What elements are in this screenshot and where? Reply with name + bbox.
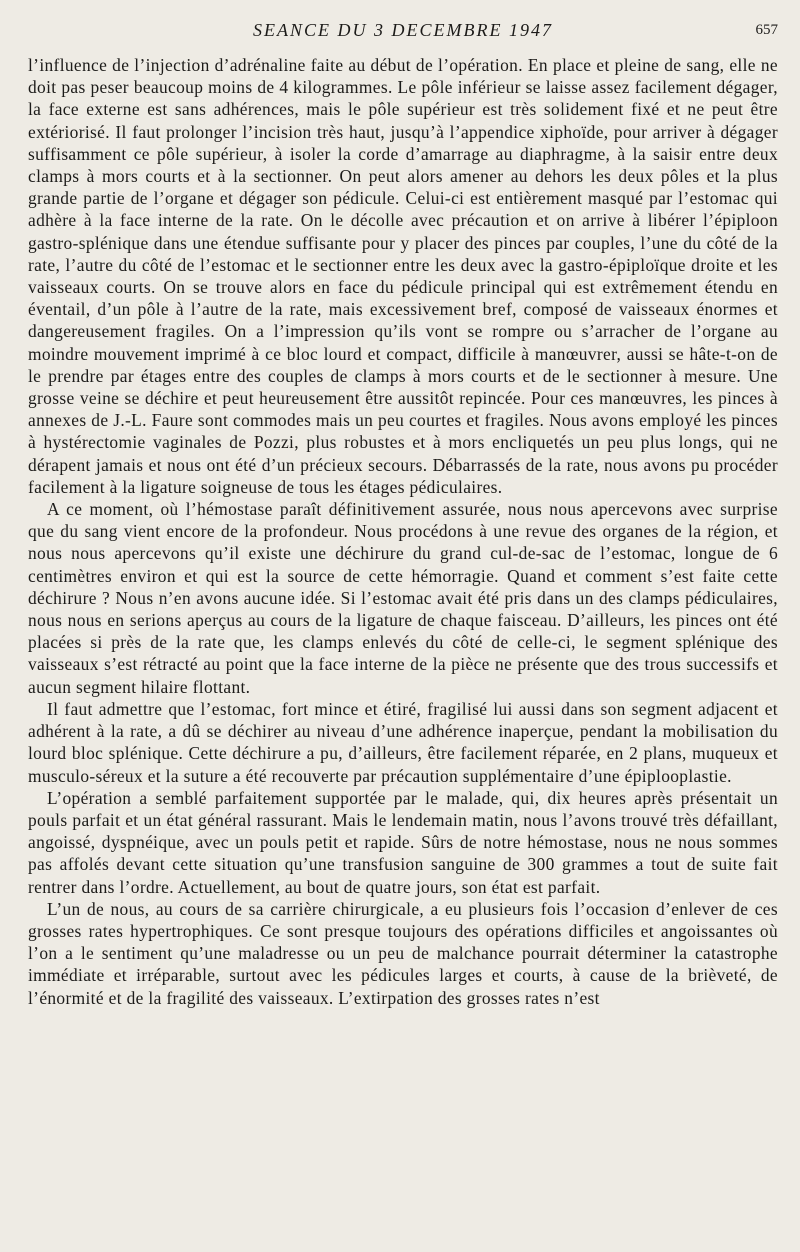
page-number: 657	[755, 22, 778, 38]
paragraph: Il faut admettre que l’estomac, fort mince et étiré, fragilisé lui aussi dans son segment adjacent et adhérent à la rate, a dû se déchirer au niveau d’une adhérence inaperçue, pendant la mobilisation du lourd bloc splénique. Cette déchirure a pu, d’ailleurs, être facilement réparée, en 2 plans, muqueux et musculo-séreux et la suture a été recouverte par précaution supplémentaire d’une épiplooplastie.	[28, 698, 778, 786]
paragraph: L’un de nous, au cours de sa carrière chirurgicale, a eu plusieurs fois l’occasion d’enlever de ces grosses rates hypertrophiques. Ce sont presque toujours des opérations difficiles et angoissantes où l’on a le sentiment qu’une maladresse ou un peu de malchance pourrait déterminer la catastrophe immédiate et irréparable, surtout avec les pédicules larges et courts, à cause de la brièveté, de l’énormité et de la fragilité des vaisseaux. L’extirpation des grosses rates n’est	[28, 898, 778, 1008]
paragraph: A ce moment, où l’hémostase paraît définitivement assurée, nous nous apercevons avec surprise que du sang vient encore de la profondeur. Nous procédons à une revue des organes de la région, et nous nous apercevons qu’il existe une déchirure du grand cul-de-sac de l’estomac, longue de 6 centimètres environ et qui est la source de cette hémorragie. Quand et comment s’est faite cette déchirure ? Nous n’en avons aucune idée. Si l’estomac avait été pris dans un des clamps pédiculaires, nous nous en serions aperçus au cours de la ligature de chaque faisceau. D’ailleurs, les pinces ont été placées si près de la rate que, les clamps enlevés du côté de celle-ci, le segment splénique des vaisseaux s’est rétracté au point que la face interne de la pièce ne présente que des trous successifs et aucun segment hilaire flottant.	[28, 499, 778, 697]
running-header	[28, 20, 778, 44]
paragraph: L’opération a semblé parfaitement supportée par le malade, qui, dix heures après présentait un pouls parfait et un état général rassurant. Mais le lendemain matin, nous l’avons trouvé très défaillant, angoissé, dyspnéique, avec un pouls petit et rapide. Sûrs de notre hémostase, nous ne nous sommes pas affolés devant cette situation qu’une transfusion sanguine de 300 grammes a tout de suite fait rentrer dans l’ordre. Actuellement, au bout de quatre jours, son état est parfait.	[28, 787, 778, 897]
paragraph: l’influence de l’injection d’adrénaline faite au début de l’opération. En place et pleine de sang, elle ne doit pas peser beaucoup moins de 4 kilogrammes. Le pôle inférieur se laisse assez facilement dégager, la face externe est sans adhérences, mais le pôle supérieur est très solidement fixé et ne peut être extériorisé. Il faut prolonger l’incision très haut, jusqu’à l’appendice xiphoïde, pour arriver à dégager suffisamment ce pôle supérieur, à isoler la corde d’amarrage au diaphragme, à la saisir entre deux clamps à mors courts et à la sectionner. On peut alors amener au dehors les deux pôles et la plus grande partie de l’organe et dégager son pédicule. Celui-ci est entièrement masqué par l’estomac qui adhère à la face interne de la rate. On le décolle avec précaution et on arrive à libérer l’épiploon gastro-splénique dans une étendue suffisante pour y placer des pinces par couples, l’une du côté de la rate, l’autre du côté de l’estomac et le sectionner entre les deux avec la gastro-épiploïque droite et les vaisseaux courts. On se trouve alors en face du pédicule principal qui est extrêmement étendu en éventail, d’un pôle à l’autre de la rate, mais excessivement bref, composé de vaisseaux énormes et dangereusement fragiles. On a l’impression qu’ils vont se rompre ou s’arracher de l’organe au moindre mouvement imprimé à ce bloc lourd et compact, difficile à manœuvrer, aussi se hâte-t-on de le prendre par étages entre des couples de clamps à mors courts et de le sectionner à mesure. Une grosse veine se déchire et peut heureusement être aussitôt repincée. Pour ces manœuvres, les pinces à annexes de J.-L. Faure sont commodes mais un peu courtes et fragiles. Nous avons employé les pinces à hystérectomie vaginales de Pozzi, plus robustes et à mors encliquetés un peu plus longs, qui ne dérapent jamais et nous ont été d’un précieux secours. Débarrassés de la rate, nous avons pu procéder facilement à la ligature soigneuse de tous les étages pédiculaires.	[28, 55, 778, 497]
body-text	[28, 54, 778, 1009]
running-title: SEANCE DU 3 DECEMBRE 1947	[253, 20, 553, 40]
